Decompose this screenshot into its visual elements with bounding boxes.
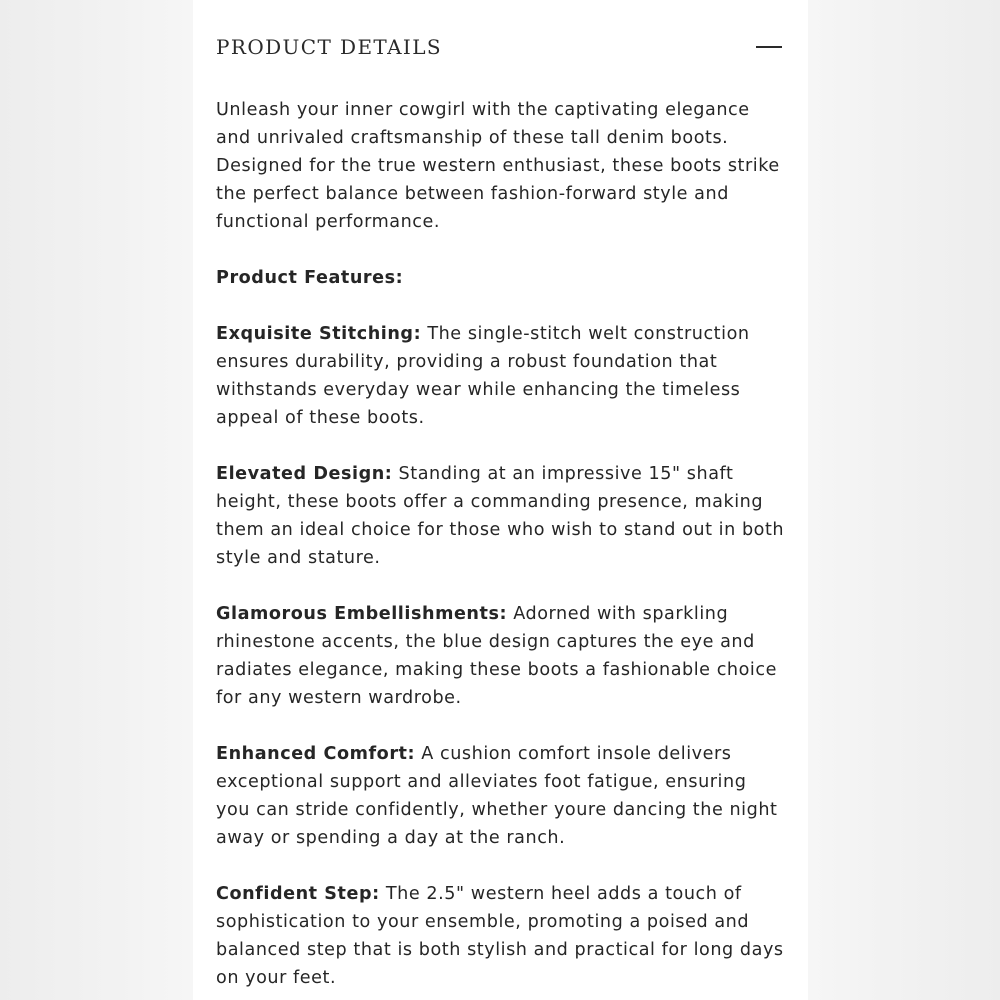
feature-item [216, 320, 785, 432]
feature-text: The 2.5" western heel adds a touch of sophistication to your ensemble, promoting a poised and balanced step that is both stylish and practical for long days on your feet. [216, 884, 784, 988]
feature-item [216, 880, 785, 992]
feature-text: Adorned with sparkling rhinestone accents, the blue design captures the eye and radiates elegance, making these boots a fashionable choice for any western wardrobe. [216, 604, 777, 708]
feature-item [216, 740, 785, 852]
feature-label: Confident Step: [216, 884, 380, 904]
section-title: PRODUCT DETAILS [216, 35, 443, 59]
feature-item [216, 460, 785, 572]
product-details-panel [193, 0, 808, 1000]
right-background [808, 0, 1000, 1000]
intro-paragraph: Unleash your inner cowgirl with the captivating elegance and unrivaled craftsmanship of these tall denim boots. Designed for the true western enthusiast, these boots strike the perfect balance between fashion-forward style and functional performance. [216, 100, 780, 232]
feature-text: The single-stitch welt construction ensures durability, providing a robust foundation that withstands everyday wear while enhancing the timeless appeal of these boots. [216, 324, 750, 428]
collapse-button[interactable] [755, 34, 783, 60]
feature-label: Exquisite Stitching: [216, 324, 422, 344]
features-heading: Product Features: [216, 268, 404, 288]
minus-icon [756, 46, 782, 48]
feature-label: Glamorous Embellishments: [216, 604, 508, 624]
feature-label: Enhanced Comfort: [216, 744, 416, 764]
feature-label: Elevated Design: [216, 464, 393, 484]
feature-item [216, 600, 785, 712]
feature-text: A cushion comfort insole delivers exceptional support and alleviates foot fatigue, ensuring you can stride confidently, whether youre dancing the night away or spending a day at the ranch. [216, 744, 778, 848]
feature-text: Standing at an impressive 15" shaft height, these boots offer a commanding presence, making them an ideal choice for those who wish to stand out in both style and stature. [216, 464, 785, 568]
product-description [216, 96, 785, 992]
product-details-accordion-header[interactable] [216, 0, 785, 94]
left-background [0, 0, 193, 1000]
